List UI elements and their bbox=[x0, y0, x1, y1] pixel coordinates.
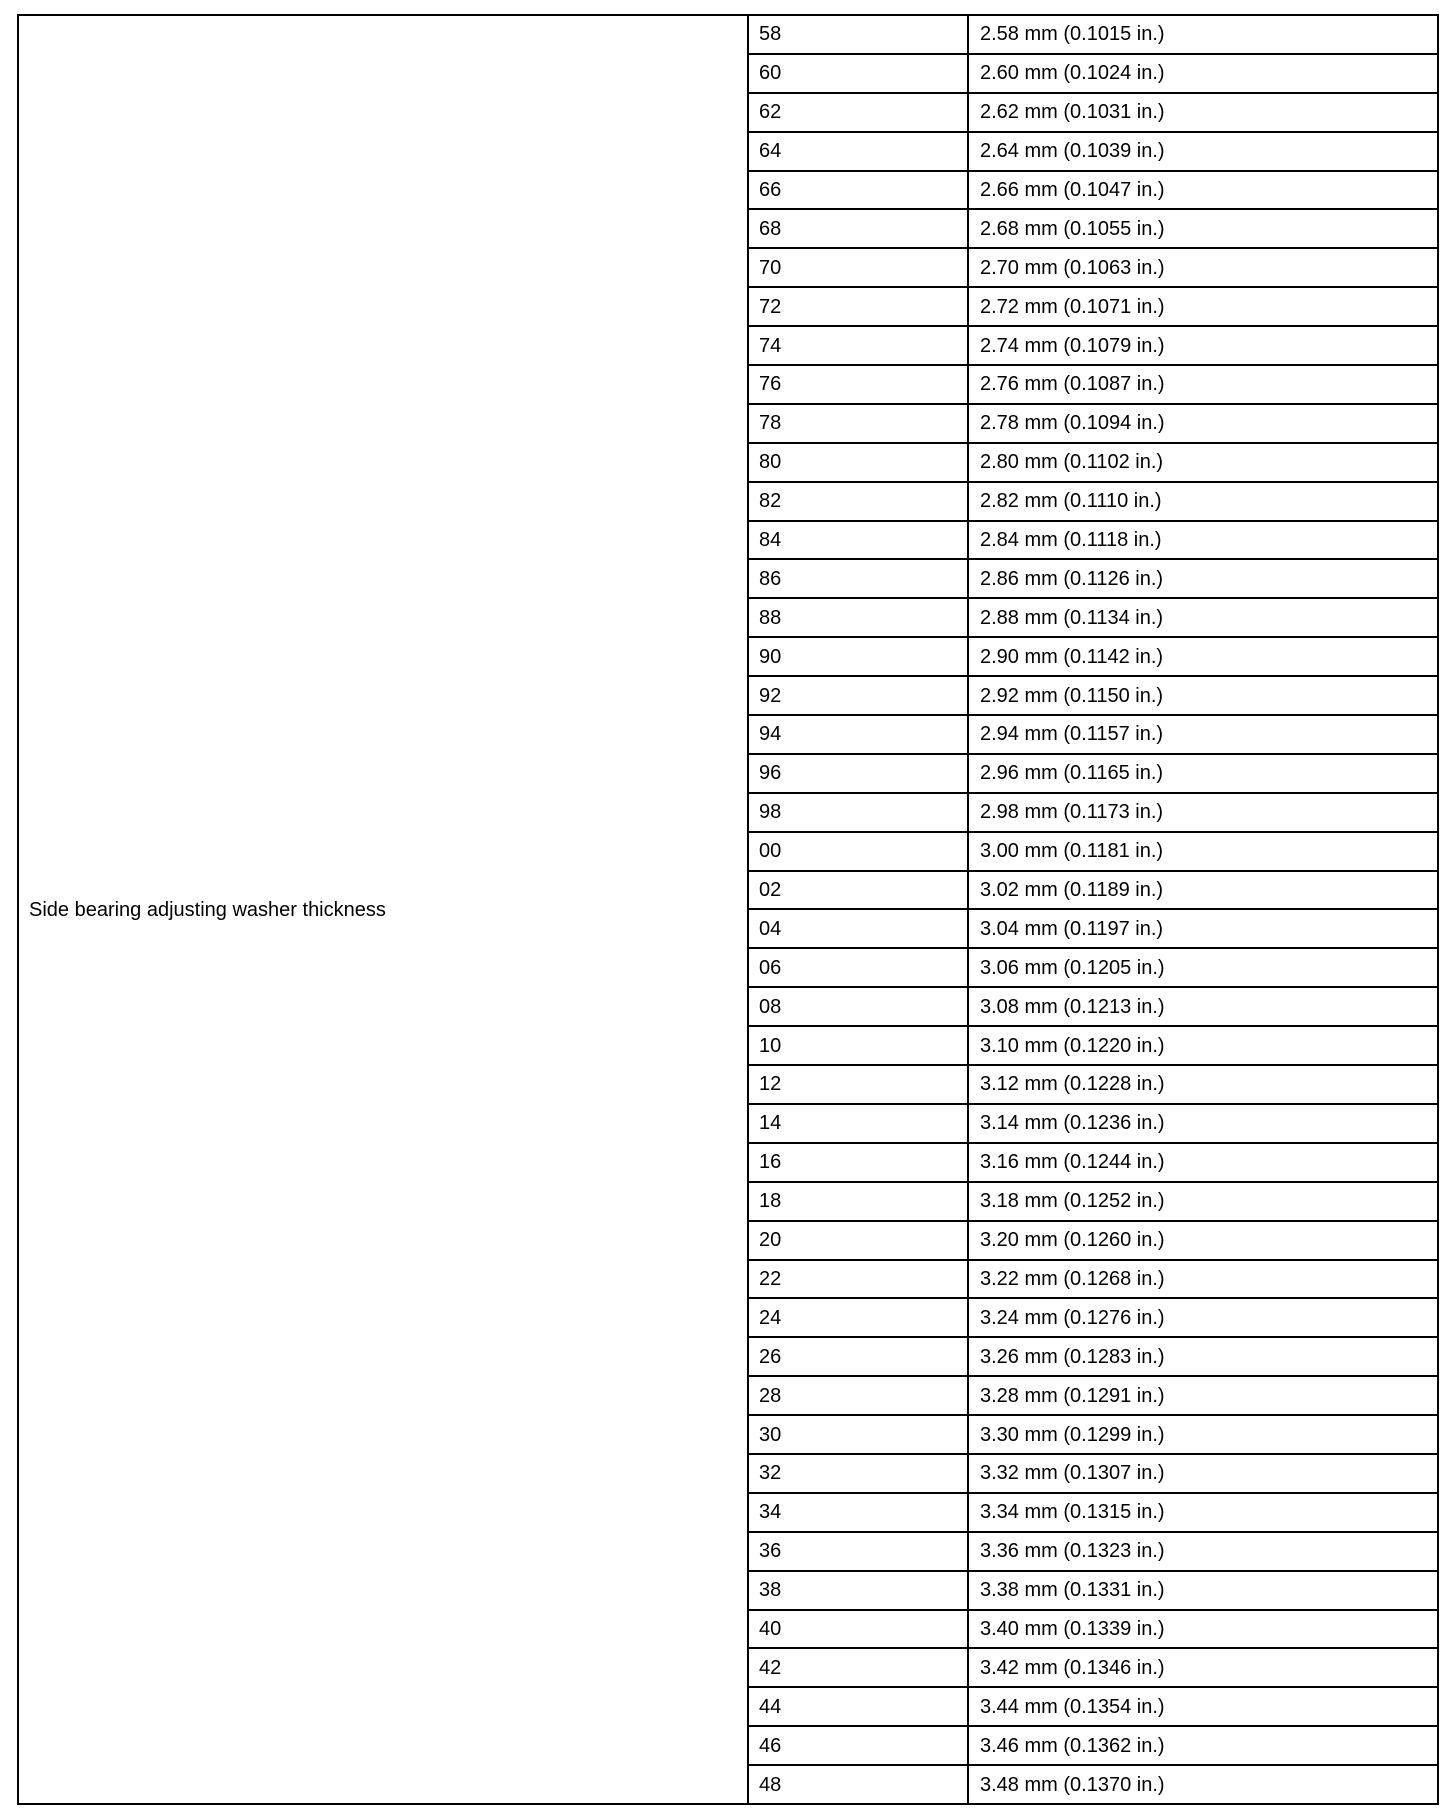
washer-thickness-cell: 2.68 mm (0.1055 in.) bbox=[968, 209, 1438, 248]
washer-thickness-cell: 3.00 mm (0.1181 in.) bbox=[968, 832, 1438, 871]
washer-code-cell: 20 bbox=[748, 1221, 968, 1260]
washer-thickness-cell: 3.02 mm (0.1189 in.) bbox=[968, 871, 1438, 910]
washer-thickness-cell: 3.28 mm (0.1291 in.) bbox=[968, 1376, 1438, 1415]
washer-code-cell: 40 bbox=[748, 1610, 968, 1649]
washer-code-cell: 38 bbox=[748, 1571, 968, 1610]
washer-code-cell: 08 bbox=[748, 987, 968, 1026]
washer-code-cell: 18 bbox=[748, 1182, 968, 1221]
washer-code-cell: 02 bbox=[748, 871, 968, 910]
washer-thickness-cell: 3.34 mm (0.1315 in.) bbox=[968, 1493, 1438, 1532]
washer-thickness-cell: 2.86 mm (0.1126 in.) bbox=[968, 559, 1438, 598]
washer-thickness-cell: 3.42 mm (0.1346 in.) bbox=[968, 1648, 1438, 1687]
washer-code-cell: 48 bbox=[748, 1765, 968, 1804]
washer-code-cell: 46 bbox=[748, 1726, 968, 1765]
washer-code-cell: 86 bbox=[748, 559, 968, 598]
washer-code-cell: 22 bbox=[748, 1260, 968, 1299]
washer-code-cell: 60 bbox=[748, 54, 968, 93]
washer-code-cell: 72 bbox=[748, 287, 968, 326]
washer-code-cell: 28 bbox=[748, 1376, 968, 1415]
washer-thickness-cell: 2.94 mm (0.1157 in.) bbox=[968, 715, 1438, 754]
washer-thickness-cell: 3.22 mm (0.1268 in.) bbox=[968, 1260, 1438, 1299]
washer-code-cell: 44 bbox=[748, 1687, 968, 1726]
washer-thickness-cell: 3.08 mm (0.1213 in.) bbox=[968, 987, 1438, 1026]
washer-code-cell: 64 bbox=[748, 132, 968, 171]
washer-code-cell: 76 bbox=[748, 365, 968, 404]
washer-thickness-cell: 2.62 mm (0.1031 in.) bbox=[968, 93, 1438, 132]
washer-code-cell: 78 bbox=[748, 404, 968, 443]
washer-code-cell: 14 bbox=[748, 1104, 968, 1143]
washer-code-cell: 82 bbox=[748, 482, 968, 521]
washer-code-cell: 92 bbox=[748, 676, 968, 715]
washer-code-cell: 88 bbox=[748, 598, 968, 637]
washer-thickness-cell: 3.46 mm (0.1362 in.) bbox=[968, 1726, 1438, 1765]
washer-thickness-table-body bbox=[18, 15, 1438, 1804]
washer-thickness-cell: 3.18 mm (0.1252 in.) bbox=[968, 1182, 1438, 1221]
washer-thickness-cell: 2.80 mm (0.1102 in.) bbox=[968, 443, 1438, 482]
washer-thickness-cell: 2.58 mm (0.1015 in.) bbox=[968, 15, 1438, 54]
washer-code-cell: 62 bbox=[748, 93, 968, 132]
washer-code-cell: 12 bbox=[748, 1065, 968, 1104]
washer-thickness-cell: 2.82 mm (0.1110 in.) bbox=[968, 482, 1438, 521]
washer-thickness-cell: 3.40 mm (0.1339 in.) bbox=[968, 1610, 1438, 1649]
washer-thickness-cell: 3.30 mm (0.1299 in.) bbox=[968, 1415, 1438, 1454]
washer-thickness-cell: 2.84 mm (0.1118 in.) bbox=[968, 521, 1438, 560]
washer-code-cell: 58 bbox=[748, 15, 968, 54]
washer-thickness-cell: 2.66 mm (0.1047 in.) bbox=[968, 171, 1438, 210]
washer-thickness-cell: 3.12 mm (0.1228 in.) bbox=[968, 1065, 1438, 1104]
washer-thickness-cell: 2.96 mm (0.1165 in.) bbox=[968, 754, 1438, 793]
washer-thickness-cell: 3.04 mm (0.1197 in.) bbox=[968, 909, 1438, 948]
washer-thickness-cell: 3.20 mm (0.1260 in.) bbox=[968, 1221, 1438, 1260]
washer-code-cell: 96 bbox=[748, 754, 968, 793]
washer-thickness-cell: 2.70 mm (0.1063 in.) bbox=[968, 248, 1438, 287]
washer-thickness-cell: 2.88 mm (0.1134 in.) bbox=[968, 598, 1438, 637]
table-row bbox=[18, 15, 1438, 54]
washer-code-cell: 36 bbox=[748, 1532, 968, 1571]
washer-thickness-cell: 2.78 mm (0.1094 in.) bbox=[968, 404, 1438, 443]
washer-thickness-cell: 2.92 mm (0.1150 in.) bbox=[968, 676, 1438, 715]
washer-code-cell: 32 bbox=[748, 1454, 968, 1493]
washer-code-cell: 84 bbox=[748, 521, 968, 560]
washer-thickness-cell: 3.14 mm (0.1236 in.) bbox=[968, 1104, 1438, 1143]
washer-code-cell: 30 bbox=[748, 1415, 968, 1454]
washer-code-cell: 24 bbox=[748, 1298, 968, 1337]
washer-code-cell: 98 bbox=[748, 793, 968, 832]
washer-thickness-cell: 3.48 mm (0.1370 in.) bbox=[968, 1765, 1438, 1804]
washer-code-cell: 26 bbox=[748, 1337, 968, 1376]
washer-code-cell: 34 bbox=[748, 1493, 968, 1532]
washer-code-cell: 10 bbox=[748, 1026, 968, 1065]
washer-thickness-cell: 3.38 mm (0.1331 in.) bbox=[968, 1571, 1438, 1610]
washer-thickness-cell: 3.24 mm (0.1276 in.) bbox=[968, 1298, 1438, 1337]
washer-code-cell: 42 bbox=[748, 1648, 968, 1687]
washer-code-cell: 06 bbox=[748, 948, 968, 987]
washer-thickness-cell: 3.26 mm (0.1283 in.) bbox=[968, 1337, 1438, 1376]
washer-code-cell: 66 bbox=[748, 171, 968, 210]
washer-thickness-cell: 2.60 mm (0.1024 in.) bbox=[968, 54, 1438, 93]
washer-code-cell: 00 bbox=[748, 832, 968, 871]
washer-code-cell: 16 bbox=[748, 1143, 968, 1182]
washer-code-cell: 90 bbox=[748, 637, 968, 676]
washer-code-cell: 68 bbox=[748, 209, 968, 248]
washer-thickness-cell: 3.16 mm (0.1244 in.) bbox=[968, 1143, 1438, 1182]
washer-thickness-cell: 2.74 mm (0.1079 in.) bbox=[968, 326, 1438, 365]
washer-thickness-cell: 2.98 mm (0.1173 in.) bbox=[968, 793, 1438, 832]
washer-thickness-cell: 3.10 mm (0.1220 in.) bbox=[968, 1026, 1438, 1065]
washer-thickness-cell: 2.90 mm (0.1142 in.) bbox=[968, 637, 1438, 676]
washer-code-cell: 94 bbox=[748, 715, 968, 754]
washer-thickness-cell: 2.72 mm (0.1071 in.) bbox=[968, 287, 1438, 326]
washer-thickness-cell: 3.32 mm (0.1307 in.) bbox=[968, 1454, 1438, 1493]
washer-code-cell: 74 bbox=[748, 326, 968, 365]
washer-thickness-cell: 3.44 mm (0.1354 in.) bbox=[968, 1687, 1438, 1726]
washer-thickness-cell: 2.64 mm (0.1039 in.) bbox=[968, 132, 1438, 171]
washer-thickness-cell: 2.76 mm (0.1087 in.) bbox=[968, 365, 1438, 404]
washer-code-cell: 04 bbox=[748, 909, 968, 948]
washer-thickness-cell: 3.36 mm (0.1323 in.) bbox=[968, 1532, 1438, 1571]
washer-thickness-cell: 3.06 mm (0.1205 in.) bbox=[968, 948, 1438, 987]
item-label: Side bearing adjusting washer thickness bbox=[18, 15, 748, 1804]
washer-code-cell: 80 bbox=[748, 443, 968, 482]
washer-thickness-table bbox=[17, 14, 1439, 1805]
washer-code-cell: 70 bbox=[748, 248, 968, 287]
